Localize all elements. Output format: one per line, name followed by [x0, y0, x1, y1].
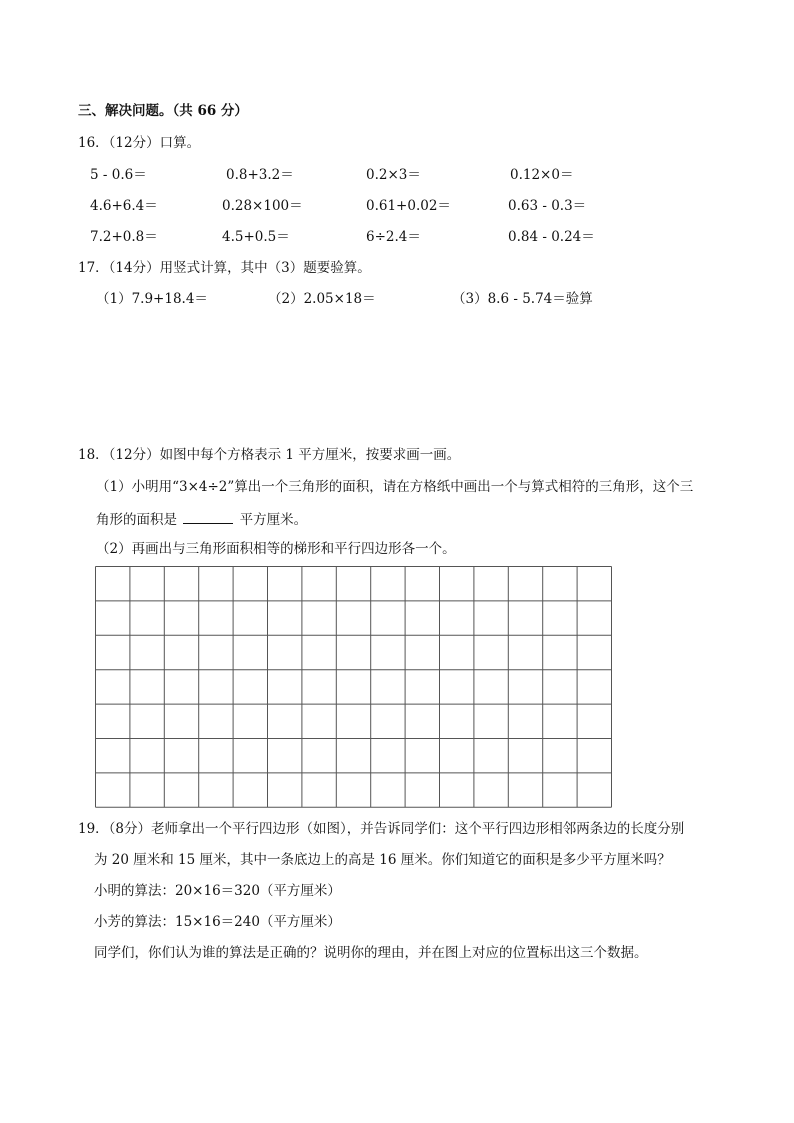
q18-heading: 18．（12分）如图中每个方格表示 1 平方厘米，按要求画一画。: [78, 447, 461, 463]
answer-blank[interactable]: [183, 509, 233, 524]
q17-heading: 17．（14分）用竖式计算，其中（3）题要验算。: [78, 260, 371, 276]
q18-part1-line1: （1）小明用“3×4÷2”算出一个三角形的面积，请在方格纸中画出一个与算式相符的三角形，这个三: [96, 479, 694, 495]
q19-line3: 小明的算法：20×16＝320（平方厘米）: [94, 883, 341, 899]
section-title: 三、解决问题。（共 66 分）: [78, 103, 248, 119]
q18-part1-text-b: 平方厘米。: [239, 512, 308, 528]
q19-line2: 为 20 厘米和 15 厘米，其中一条底边上的高是 16 厘米。你们知道它的面积是多少平方厘米吗？: [94, 852, 671, 868]
q16-expr: 0.12×0＝: [510, 167, 574, 183]
q17-item: （3）8.6 - 5.74＝验算: [452, 291, 593, 307]
q17-item: （2）2.05×18＝: [268, 291, 376, 307]
q18-part2: （2）再画出与三角形面积相等的梯形和平行四边形各一个。: [96, 541, 456, 557]
q16-expr: 0.61+0.02＝: [366, 198, 451, 214]
q19-line1: 19．（8分）老师拿出一个平行四边形（如图），并告诉同学们：这个平行四边形相邻两条边的长度分别: [78, 821, 685, 837]
q16-expr: 0.8+3.2＝: [226, 167, 294, 183]
q16-heading: 16．（12分）口算。: [78, 135, 201, 151]
q16-expr: 5 - 0.6＝: [90, 167, 147, 183]
q18-part1-text-a: 角形的面积是: [96, 512, 177, 528]
q17-item: （1）7.9+18.4＝: [96, 291, 208, 307]
q16-expr: 7.2+0.8＝: [90, 229, 158, 245]
q16-expr: 0.84 - 0.24＝: [508, 229, 595, 245]
q16-expr: 0.2×3＝: [366, 167, 421, 183]
q16-expr: 0.28×100＝: [222, 198, 303, 214]
q16-expr: 0.63 - 0.3＝: [508, 198, 587, 214]
q16-expr: 6÷2.4＝: [366, 229, 421, 245]
q19-line4: 小芳的算法：15×16＝240（平方厘米）: [94, 914, 341, 930]
q18-part1-line2: [96, 509, 307, 529]
q16-expr: 4.5+0.5＝: [222, 229, 290, 245]
square-grid[interactable]: [95, 566, 613, 808]
q16-expr: 4.6+6.4＝: [90, 198, 158, 214]
q19-line5: 同学们，你们认为谁的算法是正确的？说明你的理由，并在图上对应的位置标出这三个数据。: [94, 945, 648, 961]
